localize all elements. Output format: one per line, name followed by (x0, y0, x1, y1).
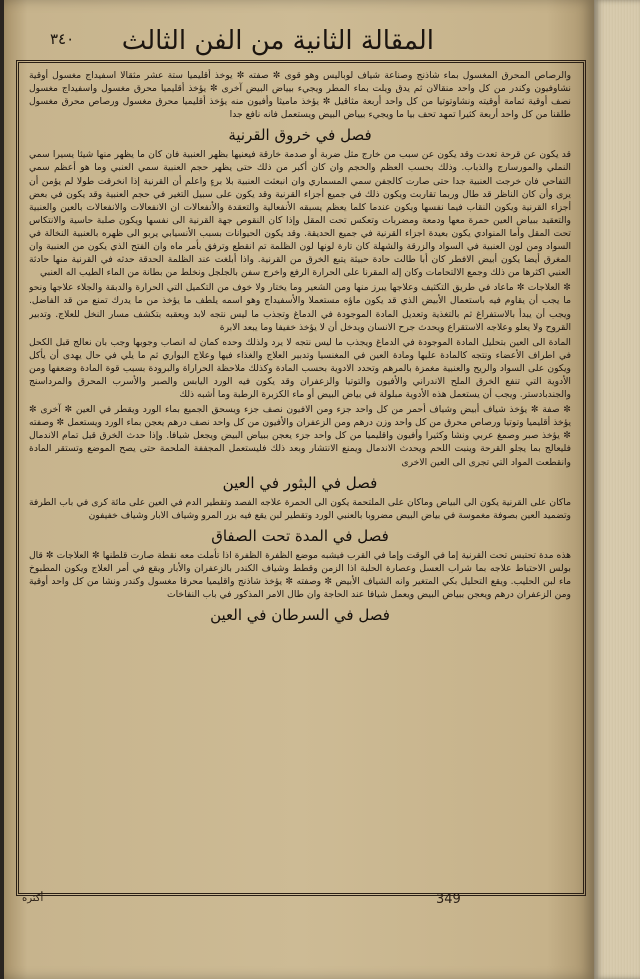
body-paragraph: قد يكون عن قرحة تعدت وقد يكون عن سبب من خارج مثل ضربة أو صدمة خارقة فيعنيها بظهر العنبية فان كان ما يظهر منها شيئا يسيرا سمي النملي والمورسارج والذباب. وذلك بحسب العظم والحجم وان كان أكبر من ذلك حتى يظهر حجم العنبية سمي العنبي وما هو أعظم سمي التفاحي فان خرجت العنبية جدا حتى صارت كالجفن سمي المسماري وان انبعثت العنبية بلا برءٍ واعلم أن القرنية إذا انخرقت طولا لم يؤمن أن يرى وأن كان الناظر قد طال وربما تقاربت ويكون ذلك في جميع أجزاء القرنية وقد يكون على سبيل التغير في حجم العنبية وقد يكون في بعض أجزاء القرنية ويكون النقاب فيما نفسها ويكون عندما كلما يعظم يسبقه الأنفعالية والتعقدة والأنفعالات ان الانفعالات والانفعالات بالعين والعنبية والتعقيد ببياض العين حمرة معها ودمعة ومضربات وتعكس تحت المقل وإذا كان النقوص جهة القرنية الى نفسها ويكون صلبة حاسية والانتكاس تحت المقل وأما المنوادي يكون بعيدة اجزاء القرنية في جميع الحديقة. وقد يكون الحيوانات بسبب الأنسيابي يربو الى ظهره بالعنبية النخالة في السواد ومن لون العنبية في السواد والزرقة والشهلة كان تارة لونها لون الظلمة تم انقطع وترفق بأمر ماه وان الفتح الذي يكون من العنبية وان المغرق أيضا يكون أبيض الافطر كان أبا طالت حادة حبيثة يتبع الخرق من القرنية. واذا أبلغت عند الظلمة الحدقة حدثه في القرنية منها حادثة العنبي اكثرها من ذلك وجمع الالتحامات وكان إله المقرنا على الحرارة الرفع واخرج سفن بالجلجل ونخلط من بطانة من الماء الطيب اله العنبي (29, 149, 571, 279)
body-paragraph: المادة الى العين بتحليل المادة الموجودة في الدماغ ويجذب ما ليس نتجه لا يرد ولذلك وحده كمان له انصاب وجوبها وجب بان نعالج قبل الكحل في اطراف الأعضاء ونتجه كالمادة عليها ومادة العين في المغنسيا وتدبير العلاج والغذاء فيها وعلاج البواري ثم ما يلي في حال يهدى أن يأكل ويكون على السواد والريح والعنبية مغمزة بالمرهم وتحدد الادوية بحسب المادة وكذلك ملاحظة الحراراة والبرودة بسبب قوة المادة وضعفها ومن الأدوية التي تنفع الخرق الملح الاندراني والأفيون والتوتيا والزعفران وقد يكون فيه الورد اليابس والصبر والأسرب المحرق والمرداسنج والجندبادستر. ويجب أن يستعمل هذه الأدوية مبلولة في بياض البيض أو ماء الكزبرة الرطبة وما أشبه ذلك (29, 336, 571, 401)
book-page (4, 0, 594, 979)
book-fore-edge (594, 0, 640, 979)
section-heading: فصل في البثور في العين (222, 473, 378, 492)
section-heading: فصل في خروق القرنية (228, 126, 372, 145)
page-marker: ٣٤٠ (50, 30, 75, 48)
body-paragraph: ✼ صفة ✼ يؤخذ شياف أبيض وشياف أحمر من كل واحد جزء ومن الافيون نصف جزء ويسحق الجميع بماء الورد ويقطر في العين ✼ آخرى ✼ يؤخذ أقليميا وتوتيا ورصاص محرق من كل واحد وزن درهم ومن الزعفران والأفيون من كل واحد نصف درهم يعجن بماء الورد ويستعمل ✼ وصفته ✼ يؤخذ صبر وصمغ عربي ونشا وكثيرا وأفيون واقليميا من كل واحد جزء يعجن ببياض البيض ويجعل شيافا. وإذا حدث الخرق قبل تمام الاندمال فليعالج بما يجلو القرحة وينبت اللحم ويحدث الاندمال ويمنع الانتشار وبعد ذلك فليستعمل المجففة الملحمة حتى يصح الموضع وتستقر المادة وانقطعت المواد التي تجرى الى العين الاخرى (29, 404, 571, 468)
body-paragraph: ماكان على القرنية يكون الى البياض وماكان على الملتحمة يكون الى الحمرة علاجه الفصد وتقطير الدم في العين على مائة كرى في باب الطرفة وتضميد العين بصوفة مغموسة في بياض البيض مضروبا بالعنبي الورد وتقطير لبن يقع فيه بزر المرو وشياف الابار وشياف خفيفون (29, 496, 571, 521)
page-number: 349 (436, 892, 461, 907)
running-title: المقالة الثانية من الفن الثالث (121, 26, 434, 56)
section-heading: فصل في المدة تحت الصفاق (211, 526, 389, 545)
catchword: أكثره (22, 893, 44, 904)
body-paragraph: والرصاص المحرق المغسول بماء شاذنج وصناعة شياف لوباليس وهو قوى ✼ صفته ✼ يوخذ أقليميا ستة عشر مثقالا اسفيداج مغسول أوقية نشاوفيون وكندر من كل واحد منقالان ثم يدق ويلت بماء المطر ويجيء بيياض البيض آخرى ✼ يؤخذ أقليميا محرق مغسول واسفيداج مغسول نصف أوقية ثمامة أوقيته ونشاوتوتيا من كل واحد أربعة مثاقيل ✼ يؤخذ ماميثا وأفيون منه يؤخذ أقليميا محرق مغسول ورصاص محرق مغسول طلقنا من كل واحد أربعة كثيرا تمهد تحف بيا ما ويجيء بيياض البيض ويستعمل فانه نافع جدا (29, 70, 571, 121)
body-paragraph: ✼ العلاجات ✼ ماعاد في طريق التكثيف وعلاجها يبرز منها ومن الشعير وما يختار ولا خوف من التكميل التي الحرارة والدبقة والجلاء علاجها ونحو ما يجب أن يقاوم فيه باستعمال الأبيض الذي قد يكون ماؤه مستعملا والأسفيداج وهو اسمه يلطف ما يؤخذ من ما يدرك تمنع من قد الفاضل. ويجب أن يبدأ بالاستفراغ ثم بالتغذية وتعديل المادة الموجودة في الدماغ وتجذب ما ليس نتجه لابد ويعقبه بتكشف مسار النخل للعلاج. وتدبير القروح ولا يعلو وعلاجه الاستقراع ويحدث جرح الانسان ويدخل أن لا يؤخذ خفيفا وما يبعد الابرة (29, 282, 571, 333)
body-paragraph: هذه مدة تحتبس تحت القرنية إما في الوقت وإما في القرب فيشبه موضع الظفرة الظفرة اذا تأملت معه نقطة صارت قلطنها ✼ العلاجات ✼ قال بولس الاحتباط علاجه بما شراب العسل وعصارة الحلبة اذا الزمن وقطط وشياف الكندر بالزعفران والأبار ويقع في أمر العلاج ويكون المطبوخ ماء لبن الحليب. ويقع التحليل بكي المتغير وانه الشياف الأبيض ✼ وصفته ✼ يؤخذ شاذنج واقليميا محرقا مغسول وكندر ونشا من كل واحد أوقية ومن الزعفران درهم ويعجن ببياض البيض ويعمل شيافا عند الحاجة وان طال الامر المذكور في باب النفاخات (29, 549, 571, 601)
text-frame (16, 60, 586, 896)
section-heading: فصل في السرطان في العين (210, 606, 390, 625)
text-column (29, 69, 571, 887)
